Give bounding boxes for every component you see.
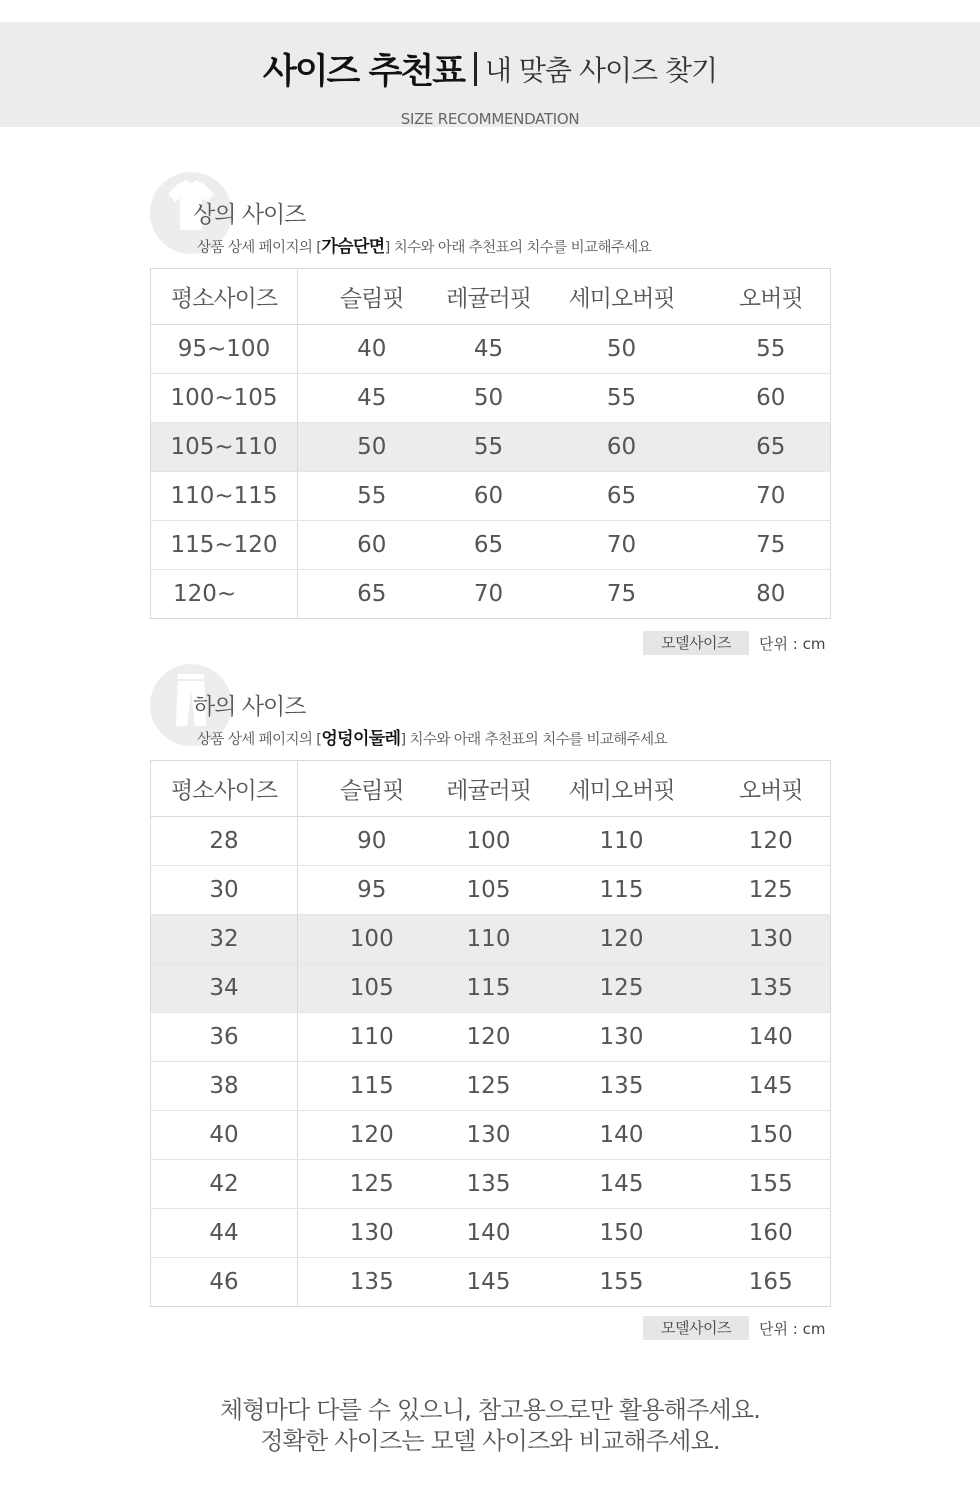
usual-size-cell: 105~110 [151,423,298,472]
usual-size-cell: 32 [151,915,298,964]
fit-size-cell: 55 [712,325,831,374]
fit-size-cell: 120 [298,1111,446,1160]
desc-highlight: 엉덩이둘레 [321,729,401,749]
desc-text: 상품 상세 페이지의 [ [197,732,322,748]
fit-size-cell: 60 [712,374,831,423]
table-row [151,1013,831,1062]
usual-size-cell: 28 [151,817,298,866]
fit-size-cell: 115 [532,866,712,915]
fit-size-cell: 60 [298,521,446,570]
unit-label: 단위 : cm [759,635,826,653]
fit-size-cell: 145 [466,1269,511,1295]
usual-size-cell: 34 [151,964,298,1013]
top-section-description [197,232,651,257]
fit-size-cell: 125 [532,964,712,1013]
top-size-table [150,268,831,619]
usual-size-cell: 120~ [151,570,298,619]
column-header: 평소사이즈 [151,761,298,817]
desc-highlight: 가슴단면 [321,237,385,257]
fit-size-cell: 135 [712,964,831,1013]
column-header: 세미오버핏 [532,269,712,325]
title-sub: 내 맞춤 사이즈 찾기 [484,54,718,87]
fit-size-cell: 110 [446,915,532,964]
fit-size-cell: 55 [532,374,712,423]
table-row [151,472,831,521]
fit-size-cell: 125 [712,866,831,915]
fit-size-cell: 55 [446,423,532,472]
fit-size-cell: 125 [298,1160,446,1209]
column-header: 오버핏 [712,761,831,817]
footer-note-line2: 정확한 사이즈는 모델 사이즈와 비교해주세요. [260,1427,720,1455]
model-size-badge: 모델사이즈 [643,1316,749,1340]
table-row [151,325,831,374]
table-row [151,570,831,619]
fit-size-cell: 75 [712,521,831,570]
column-header: 레귤러핏 [446,269,532,325]
fit-size-cell: 80 [756,581,786,607]
desc-text: 상품 상세 페이지의 [ [197,240,322,256]
fit-size-cell: 120 [446,1013,532,1062]
usual-size-cell: 115~120 [151,521,298,570]
table-row [151,915,831,964]
usual-size-cell: 110~115 [151,472,298,521]
fit-size-cell: 105 [446,866,532,915]
fit-size-cell: 60 [446,472,532,521]
column-header: 슬림핏 [298,761,446,817]
fit-size-cell: 65 [357,581,387,607]
fit-size-cell: 50 [532,325,712,374]
fit-size-cell: 70 [712,472,831,521]
bottom-unit-note [643,1316,825,1340]
fit-size-cell: 165 [748,1269,793,1295]
fit-size-cell: 150 [532,1209,712,1258]
fit-size-cell: 100 [298,915,446,964]
table-row [151,964,831,1013]
fit-size-cell: 140 [446,1209,532,1258]
fit-size-cell: 145 [532,1160,712,1209]
fit-size-cell: 135 [532,1062,712,1111]
table-row [151,866,831,915]
fit-size-cell: 65 [446,521,532,570]
fit-size-cell: 115 [446,964,532,1013]
desc-text: ] 치수와 아래 추천표의 치수를 비교해주세요 [384,240,652,256]
usual-size-cell: 40 [151,1111,298,1160]
fit-size-cell: 75 [606,581,637,607]
fit-size-cell: 60 [532,423,712,472]
usual-size-cell: 46 [151,1258,298,1307]
table-header-row [151,761,831,817]
column-header: 평소사이즈 [151,269,298,325]
fit-size-cell: 55 [298,472,446,521]
fit-size-cell: 65 [532,472,712,521]
bottom-size-table [150,760,831,1307]
title-main: 사이즈 추천표 [262,52,464,92]
fit-size-cell: 155 [712,1160,831,1209]
table-row [151,1111,831,1160]
fit-size-cell: 95 [298,866,446,915]
fit-size-cell: 45 [298,374,446,423]
column-header: 슬림핏 [298,269,446,325]
usual-size-cell: 38 [151,1062,298,1111]
unit-label: 단위 : cm [759,1320,826,1338]
fit-size-cell: 135 [349,1269,394,1295]
footer-note-line1: 체형마다 다를 수 있으니, 참고용으로만 활용해주세요. [219,1396,761,1424]
fit-size-cell: 70 [532,521,712,570]
fit-size-cell: 135 [446,1160,532,1209]
table-row [151,1062,831,1111]
fit-size-cell: 160 [712,1209,831,1258]
fit-size-cell: 145 [712,1062,831,1111]
usual-size-cell: 36 [151,1013,298,1062]
table-row [151,817,831,866]
table-row [151,374,831,423]
usual-size-cell: 30 [151,866,298,915]
subtitle-english: SIZE RECOMMENDATION [400,110,580,128]
table-row [151,1209,831,1258]
fit-size-cell: 50 [298,423,446,472]
fit-size-cell: 125 [446,1062,532,1111]
fit-size-cell: 65 [712,423,831,472]
fit-size-cell: 70 [473,581,504,607]
column-header: 레귤러핏 [446,761,532,817]
top-unit-note [643,631,825,655]
desc-text: ] 치수와 아래 추천표의 치수를 비교해주세요 [400,732,667,748]
bottom-section-description [197,724,667,749]
fit-size-cell: 120 [532,915,712,964]
fit-size-cell: 110 [532,817,712,866]
top-section-title: 상의 사이즈 [193,202,306,228]
fit-size-cell: 150 [712,1111,831,1160]
model-size-badge: 모델사이즈 [643,631,749,655]
table-row [151,1160,831,1209]
header-banner [0,22,980,127]
fit-size-cell: 130 [298,1209,446,1258]
usual-size-cell: 44 [151,1209,298,1258]
table-row [151,521,831,570]
fit-size-cell: 105 [298,964,446,1013]
fit-size-cell: 120 [712,817,831,866]
fit-size-cell: 140 [712,1013,831,1062]
column-header: 세미오버핏 [532,761,712,817]
table-row [151,1258,831,1307]
fit-size-cell: 130 [712,915,831,964]
page-title [0,44,980,94]
table-header-row [151,269,831,325]
fit-size-cell: 110 [298,1013,446,1062]
fit-size-cell: 100 [446,817,532,866]
usual-size-cell: 95~100 [151,325,298,374]
fit-size-cell: 155 [599,1269,644,1295]
fit-size-cell: 130 [446,1111,532,1160]
fit-size-cell: 140 [532,1111,712,1160]
fit-size-cell: 45 [446,325,532,374]
fit-size-cell: 90 [298,817,446,866]
column-header: 오버핏 [712,269,831,325]
usual-size-cell: 42 [151,1160,298,1209]
bottom-section-title: 하의 사이즈 [193,694,306,720]
fit-size-cell: 115 [298,1062,446,1111]
fit-size-cell: 130 [532,1013,712,1062]
title-divider [474,52,477,86]
usual-size-cell: 100~105 [151,374,298,423]
table-row [151,423,831,472]
fit-size-cell: 40 [298,325,446,374]
fit-size-cell: 50 [446,374,532,423]
